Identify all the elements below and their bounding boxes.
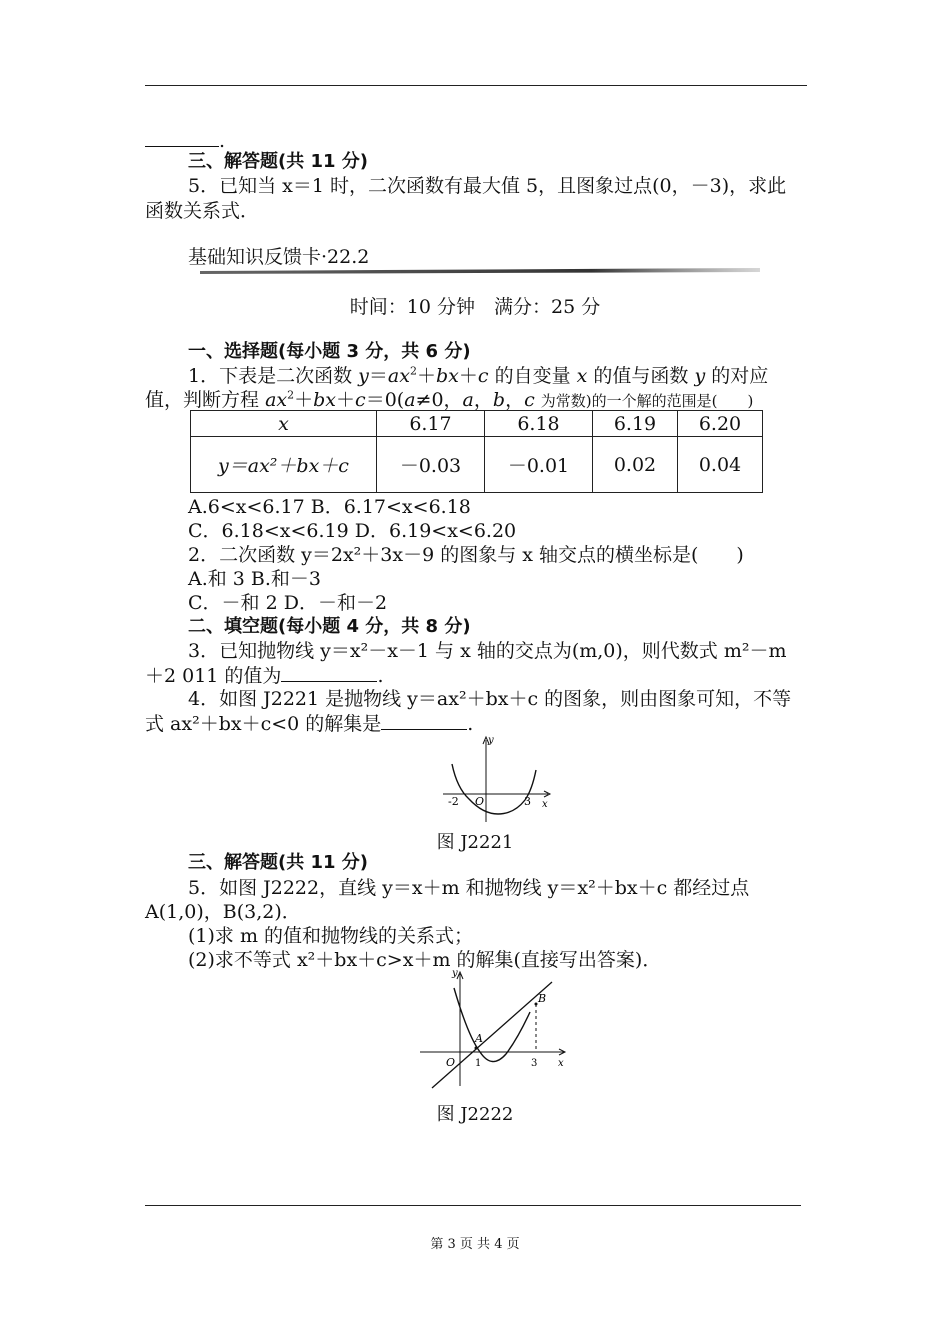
q1-options-ab: A.6<x<6.17 B．6.17<x<6.18 <box>188 496 471 518</box>
top-section3-title: 三、解答题(共 11 分) <box>188 151 369 172</box>
carry-over-period: . <box>219 130 226 152</box>
time-score-label: 时间：10 分钟 满分：25 分 <box>349 296 601 318</box>
section2-title: 二、填空题(每小题 4 分，共 8 分) <box>188 616 471 637</box>
section1-title: 一、选择题(每小题 3 分，共 6 分) <box>188 341 471 362</box>
q2-options-ab: A.和 3 B.和－3 <box>188 568 322 590</box>
figure-j2221 <box>440 730 560 826</box>
right-root-label: 3 <box>524 795 531 808</box>
y-axis-label: y <box>452 968 458 979</box>
table-header-cell: x <box>191 411 377 437</box>
y-axis-label: y <box>488 735 494 746</box>
q3-line2-prefix: ＋2 011 的值为 <box>145 665 282 687</box>
q5-line2: A(1,0)，B(3,2)． <box>145 901 301 923</box>
card-title: 基础知识反馈卡·22.2 <box>188 246 370 268</box>
q3-line1: 3．已知抛物线 y＝x²－x－1 与 x 轴的交点为(m,0)，则代数式 m²－m <box>188 640 787 662</box>
x-axis-label: x <box>558 1058 564 1069</box>
footer-rule <box>145 1205 801 1206</box>
q5-line1: 5．如图 J2222，直线 y＝x＋m 和抛物线 y＝x²＋bx＋c 都经过点 <box>188 877 750 899</box>
figure2-caption: 图 J2222 <box>436 1104 514 1125</box>
q2-text: 2．二次函数 y＝2x²＋3x－9 的图象与 x 轴交点的横坐标是( ) <box>188 544 744 566</box>
table-row <box>191 411 763 437</box>
figure1-caption: 图 J2221 <box>436 832 514 853</box>
point-a-marker <box>475 1047 478 1050</box>
q1-line2-cond: 为常数)的一个解的范围是( ) <box>540 392 754 410</box>
top-q5-line2: 函数关系式． <box>145 200 260 222</box>
point-b-label: B <box>538 992 547 1005</box>
left-root-label: -2 <box>448 795 459 808</box>
tick-3-label: 3 <box>531 1058 538 1069</box>
figure-j2222 <box>418 966 578 1094</box>
q5-part2: (2)求不等式 x²＋bx＋c>x＋m 的解集(直接写出答案)． <box>188 949 662 971</box>
point-a-label: A <box>475 1032 483 1045</box>
answer-blank[interactable] <box>145 128 219 147</box>
q5-part1: (1)求 m 的值和抛物线的关系式； <box>188 925 474 947</box>
q1-line2-start: 值，判断方程 <box>145 389 260 411</box>
table-header-cell: 6.18 <box>485 411 593 437</box>
parabola-curve <box>454 988 530 1062</box>
card-title-underline <box>0 262 950 282</box>
table-row <box>191 437 763 493</box>
q1-mid2: 的值与函数 <box>593 365 689 387</box>
table-row-label: y＝ax²＋bx＋c <box>191 437 377 493</box>
table-header-cell: 6.19 <box>593 411 678 437</box>
q1-end: 的对应 <box>711 365 769 387</box>
q4-answer-blank[interactable] <box>381 711 467 730</box>
q3-line2 <box>145 663 810 688</box>
table-header-cell: 6.17 <box>377 411 485 437</box>
x-axis-label: x <box>542 799 548 810</box>
table-header-cell: 6.20 <box>678 411 763 437</box>
origin-label: O <box>475 795 485 808</box>
q1-line2: 值，判断方程 $ax^2+bx+c=0(a\ne 0$，a，b，c 为常数)的一个解的范围是( ) <box>145 388 754 411</box>
section3-title: 三、解答题(共 11 分) <box>188 852 369 873</box>
line-y-x-m <box>432 982 552 1088</box>
q1-mid: 的自变量 <box>494 365 571 387</box>
table-cell: －0.01 <box>485 437 593 493</box>
header-rule <box>145 85 807 86</box>
q2-options-cd: C．－和 2 D．－和－2 <box>188 592 388 614</box>
top-q5-line1: 5．已知当 x＝1 时，二次函数有最大值 5，且图象过点(0，－3)，求此 <box>188 175 787 197</box>
q1-value-table <box>190 410 763 493</box>
q4-line2-prefix: 式 ax²＋bx＋c<0 的解集是 <box>145 713 382 735</box>
page-number: 第 3 页 共 4 页 <box>430 1237 520 1252</box>
origin-label: O <box>446 1056 456 1069</box>
q1-options-cd: C．6.18<x<6.19 D．6.19<x<6.20 <box>188 520 517 542</box>
tick-1-label: 1 <box>475 1058 482 1069</box>
q1-line1: 1．下表是二次函数 $y=ax^2+bx+c$ 的自变量 x 的值与函数 y 的对应 <box>188 364 769 387</box>
q3-answer-blank[interactable] <box>281 663 377 682</box>
q4-line2-end: . <box>467 713 474 735</box>
q1-number: 1．下表是二次函数 <box>188 365 353 387</box>
q3-line2-end: . <box>377 665 384 687</box>
table-cell: 0.02 <box>593 437 678 493</box>
q4-line1: 4．如图 J2221 是抛物线 y＝ax²＋bx＋c 的图象，则由图象可知，不等 <box>188 688 792 710</box>
table-cell: 0.04 <box>678 437 763 493</box>
table-cell: －0.03 <box>377 437 485 493</box>
